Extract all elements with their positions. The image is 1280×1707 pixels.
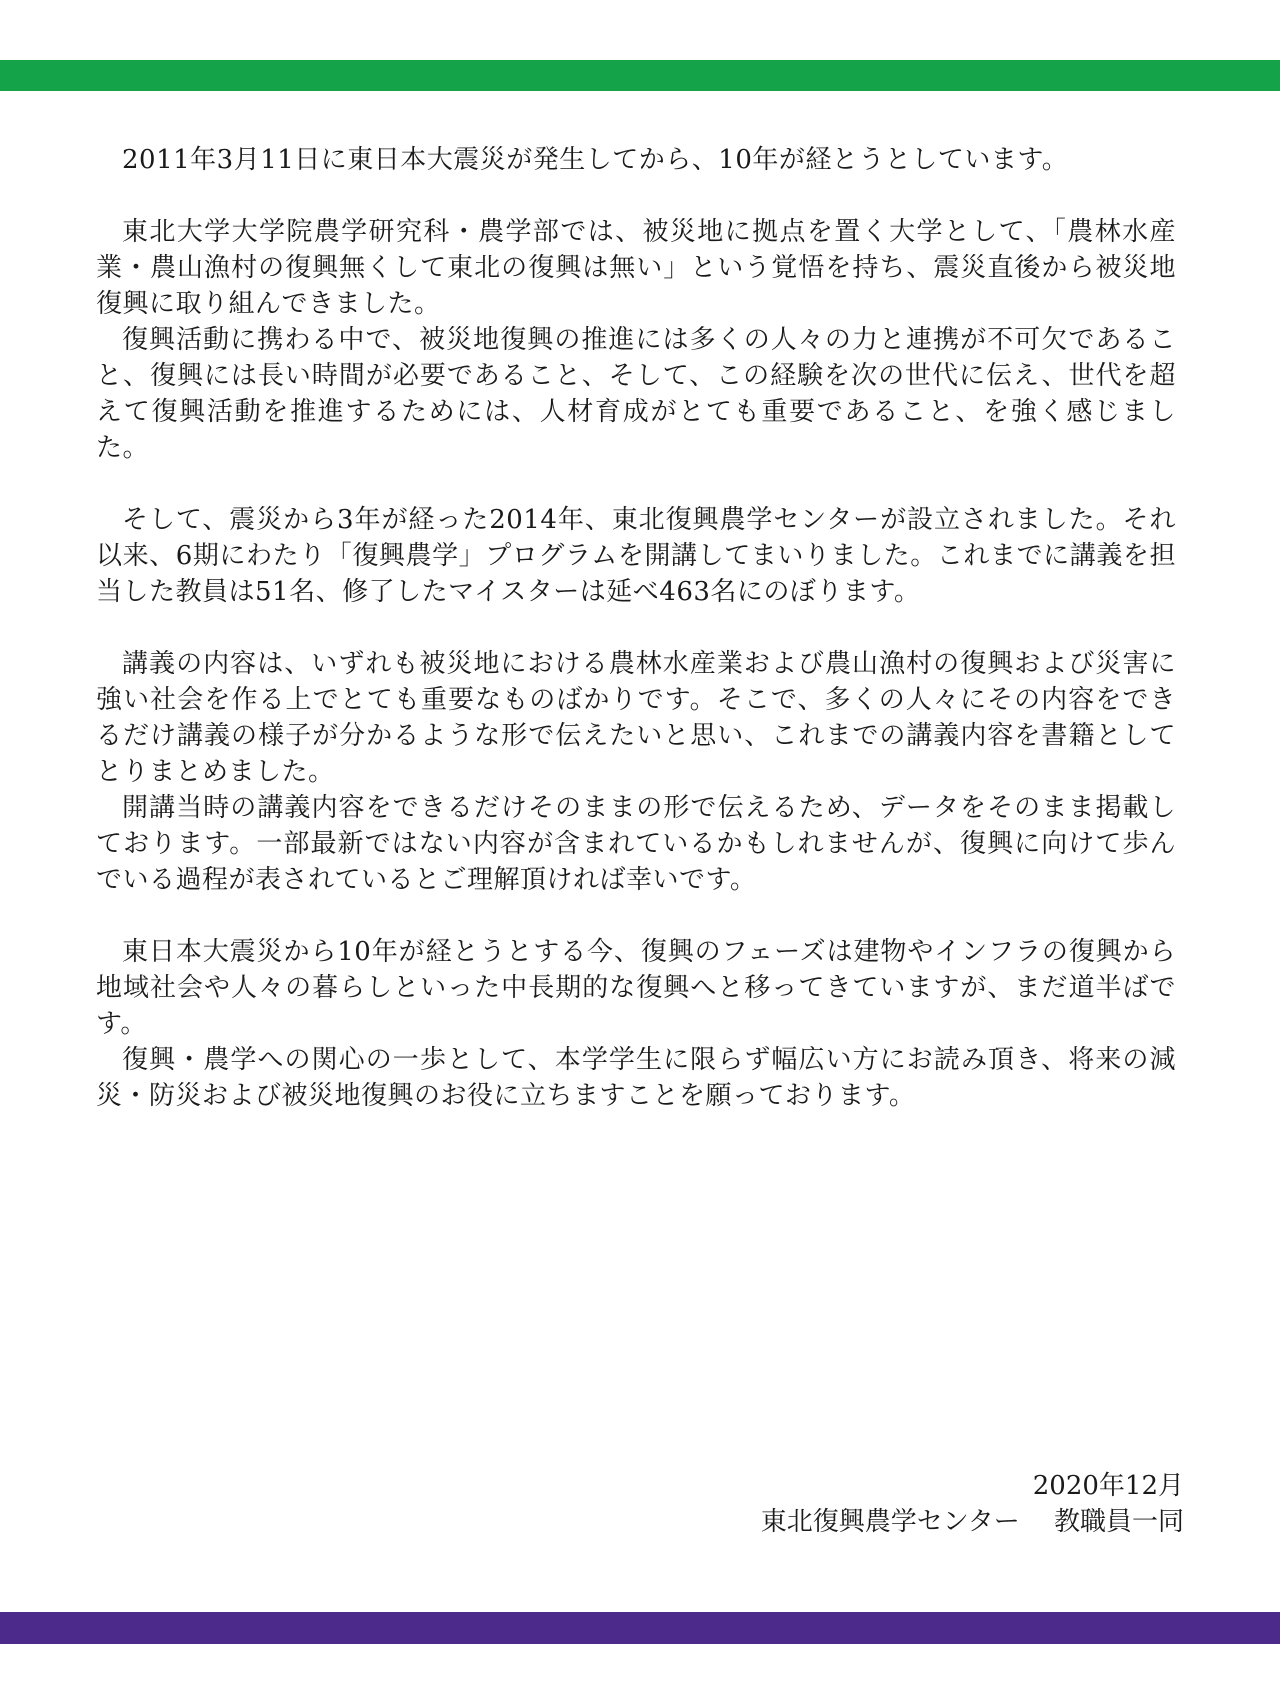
paragraph-reconstruction-phase: 東日本大震災から10年が経とうとする今、復興のフェーズは建物やインフラの復興から地域社会や人々の暮らしといった中長期的な復興へと移ってきていますが、まだ道半ばです。 — [96, 937, 1176, 1039]
paragraph-data-notice: 開講当時の講義内容をできるだけそのままの形で伝えるため、データをそのまま掲載しております。一部最新ではない内容が含まれているかもしれませんが、復興に向けて歩んでいる過程が表されているとご理解頂ければ幸いです。 — [96, 793, 1176, 895]
paragraph-lecture-content: 講義の内容は、いずれも被災地における農林水産業および農山漁村の復興および災害に強い社会を作る上でとても重要なものばかりです。そこで、多くの人々にその内容をできるだけ講義の様子が分かるような形で伝えたいと思い、これまでの講義内容を書籍としてとりまとめました。 — [96, 649, 1176, 787]
paragraph-gap — [96, 178, 1176, 214]
paragraph-human-resources: 復興活動に携わる中で、被災地復興の推進には多くの人々の力と連携が不可欠であること、復興には長い時間が必要であること、そして、この経験を次の世代に伝え、世代を超えて復興活動を推進するためには、人材育成がとても重要であること、を強く感じました。 — [96, 325, 1176, 463]
paragraph-center-founding: そして、震災から3年が経った2014年、東北復興農学センターが設立されました。それ以来、6期にわたり「復興農学」プログラムを開講してまいりました。これまでに講義を担当した教員は51名、修了したマイスターは延べ463名にのぼります。 — [96, 505, 1176, 607]
top-color-bar — [0, 60, 1280, 91]
message-body — [96, 142, 1176, 1114]
signature-block — [761, 1468, 1184, 1540]
paragraph-gap — [96, 610, 1176, 646]
paragraph-university-commitment: 東北大学大学院農学研究科・農学部では、被災地に拠点を置く大学として、「農林水産業・農山漁村の復興無くして東北の復興は無い」という覚悟を持ち、震災直後から被災地復興に取り組んできました。 — [96, 217, 1176, 319]
paragraph-closing-wish: 復興・農学への関心の一歩として、本学学生に限らず幅広い方にお読み頂き、将来の減災・防災および被災地復興のお役に立ちますことを願っております。 — [96, 1045, 1176, 1111]
bottom-color-bar — [0, 1612, 1280, 1644]
paragraph-gap — [96, 898, 1176, 934]
paragraph-gap — [96, 466, 1176, 502]
paragraph-intro: 2011年3月11日に東日本大震災が発生してから、10年が経とうとしています。 — [122, 145, 1069, 175]
signature-author: 東北復興農学センター 教職員一同 — [760, 1507, 1184, 1537]
signature-date: 2020年12月 — [1032, 1471, 1184, 1501]
